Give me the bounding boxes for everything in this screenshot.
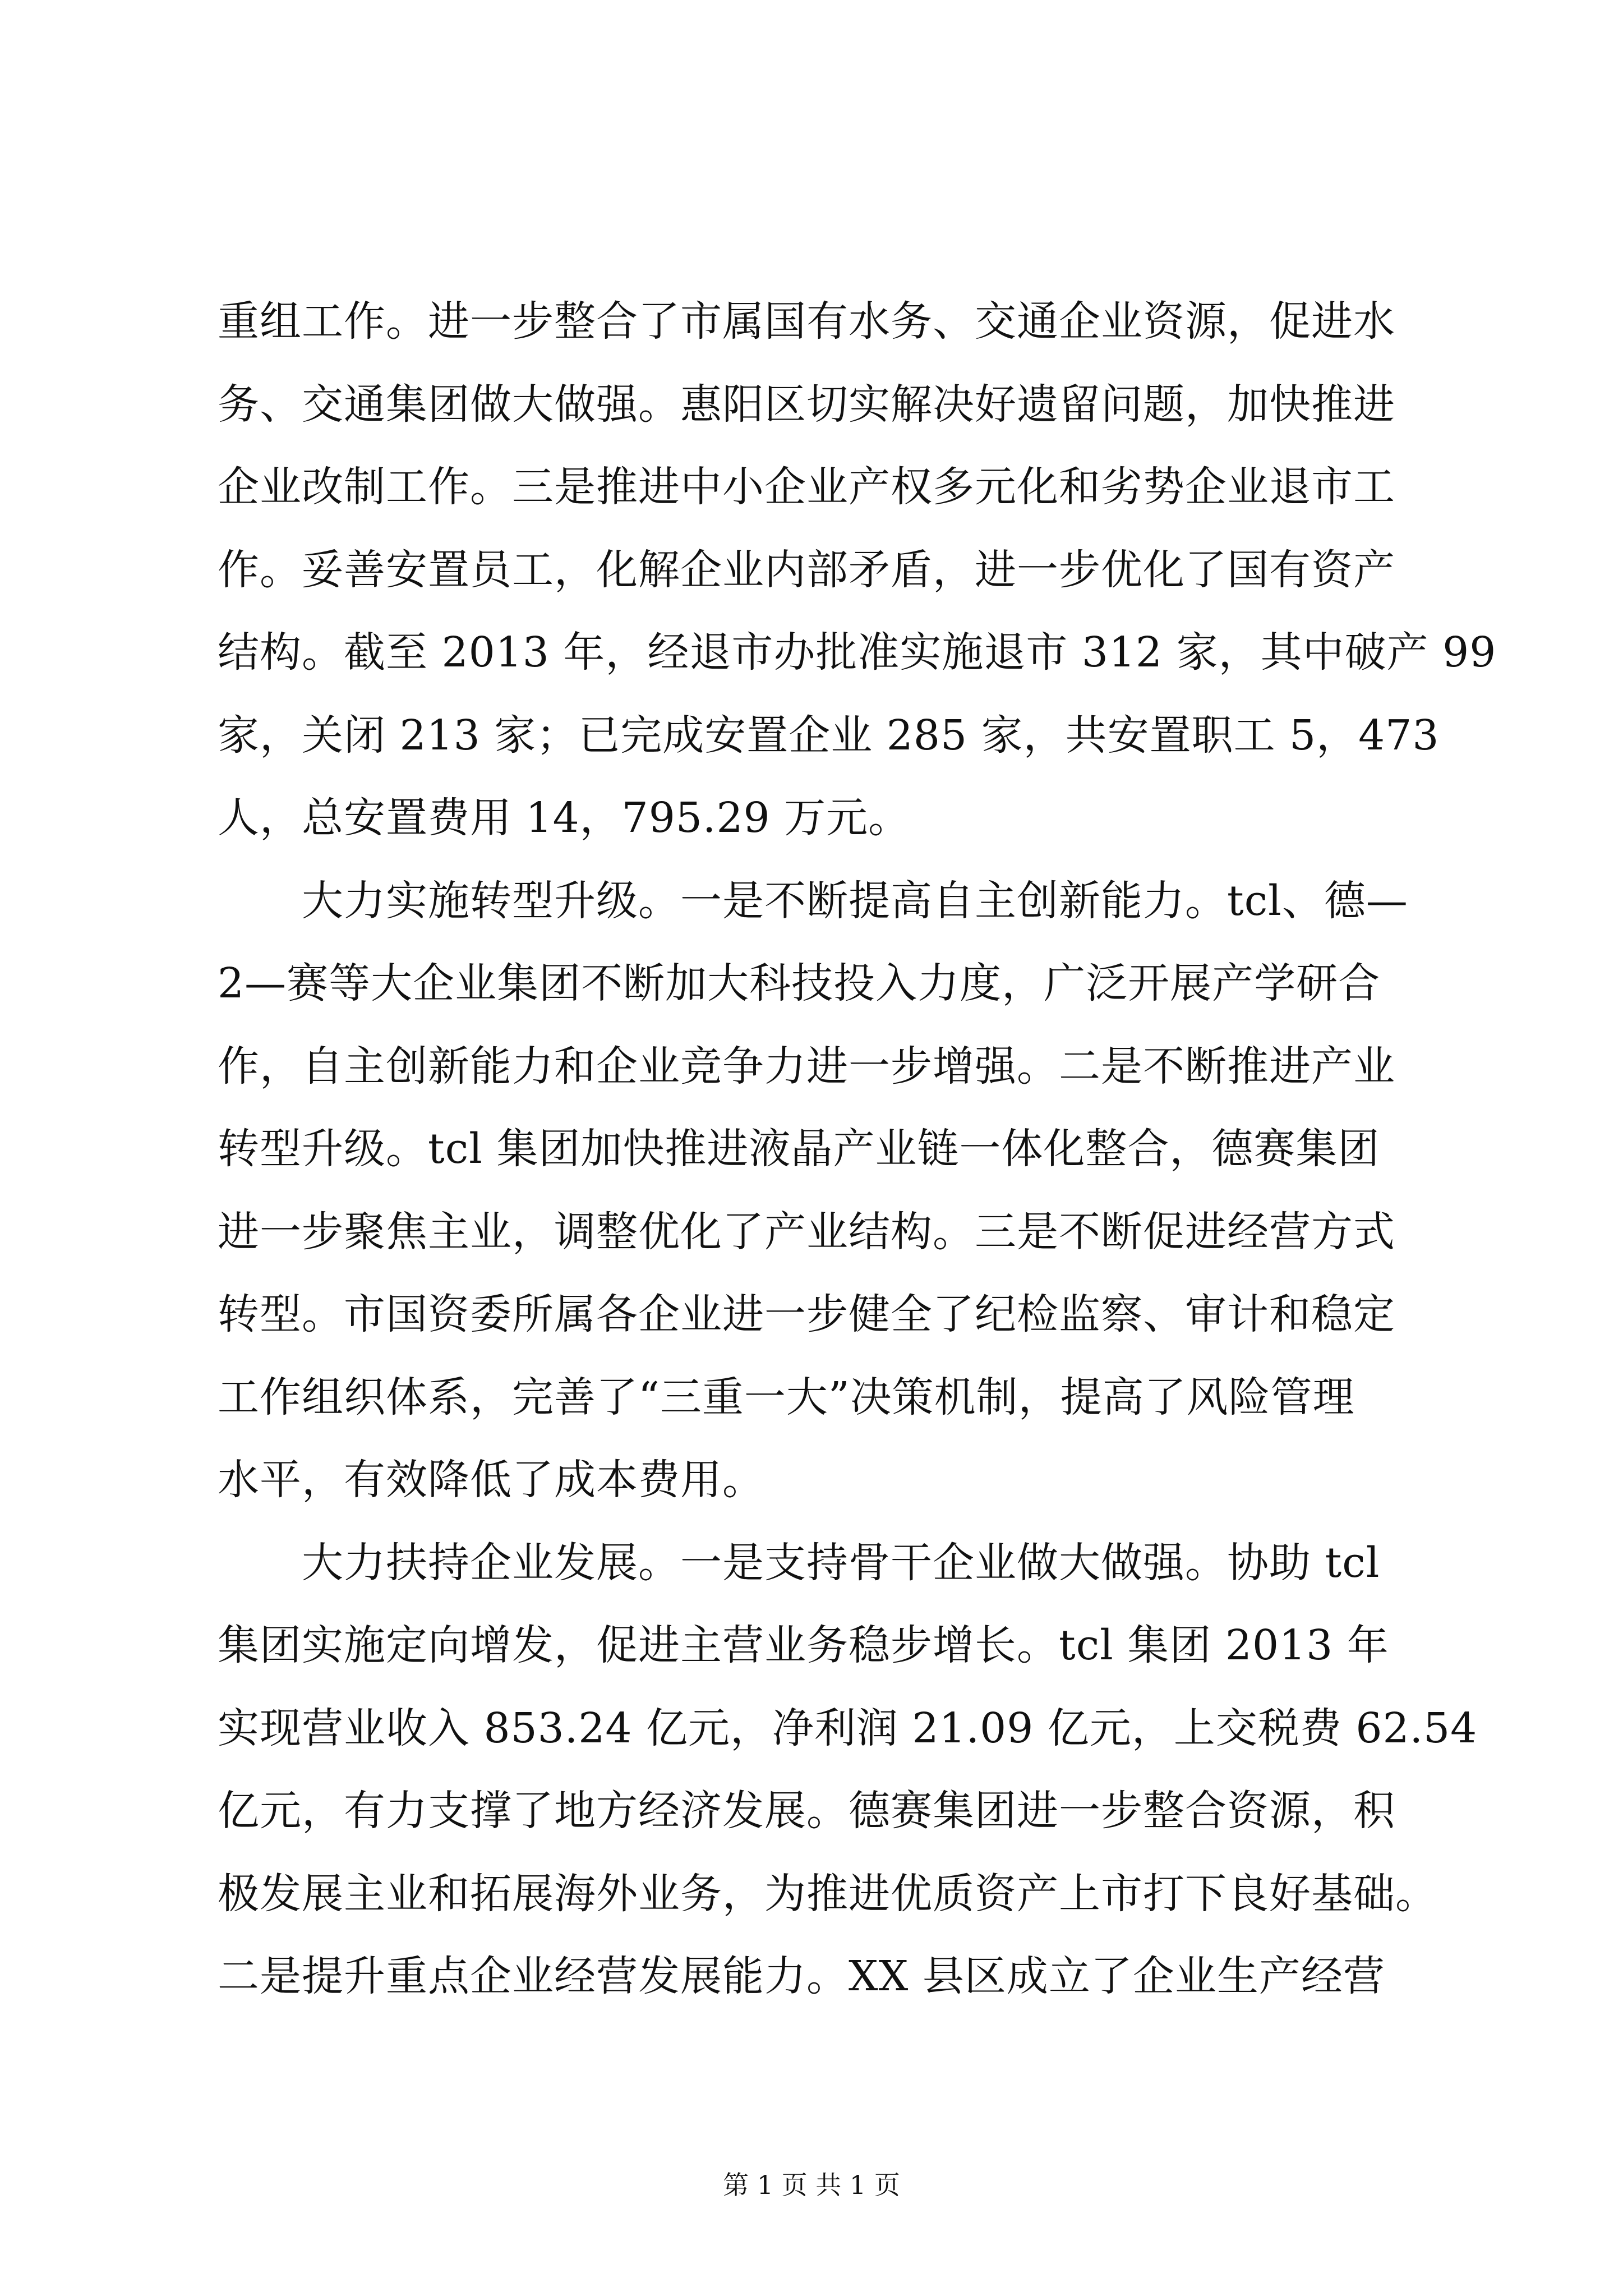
text-line: 转型。市国资委所属各企业进一步健全了纪检监察、审计和稳定	[218, 1290, 1395, 1338]
text-line: 亿元，有力支撑了地方经济发展。德赛集团进一步整合资源，积	[218, 1787, 1395, 1835]
text-line: 务、交通集团做大做强。惠阳区切实解决好遗留问题，加快推进	[218, 380, 1395, 429]
text-line: 集团实施定向增发，促进主营业务稳步增长。tcl 集团 2013 年	[218, 1621, 1389, 1669]
text-line: 企业改制工作。三是推进中小企业产权多元化和劣势企业退市工	[218, 463, 1395, 511]
text-line: 2—赛等大企业集团不断加大科技投入力度，广泛开展产学研合	[218, 959, 1381, 1007]
paragraph-start-line: 大力实施转型升级。一是不断提高自主创新能力。tcl、德—	[302, 876, 1408, 925]
text-line: 水平，有效降低了成本费用。	[218, 1456, 764, 1504]
text-line: 作，自主创新能力和企业竞争力进一步增强。二是不断推进产业	[218, 1042, 1395, 1091]
text-line: 结构。截至 2013 年，经退市办批准实施退市 312 家，其中破产 99	[218, 628, 1497, 677]
text-line: 工作组织体系，完善了“三重一大”决策机制，提高了风险管理	[218, 1373, 1355, 1421]
body-text	[218, 280, 1497, 2018]
text-line: 实现营业收入 853.24 亿元，净利润 21.09 亿元，上交税费 62.54	[218, 1704, 1478, 1752]
paragraph-start-line: 大力扶持企业发展。一是支持骨干企业做大做强。协助 tcl	[302, 1538, 1380, 1587]
text-line: 家，关闭 213 家；已完成安置企业 285 家，共安置职工 5，473	[218, 711, 1440, 760]
text-line: 极发展主业和拓展海外业务，为推进优质资产上市打下良好基础。	[218, 1869, 1437, 1918]
text-line: 转型升级。tcl 集团加快推进液晶产业链一体化整合，德赛集团	[218, 1125, 1380, 1173]
text-line: 二是提升重点企业经营发展能力。XX 县区成立了企业生产经营	[218, 1952, 1385, 2000]
text-line: 重组工作。进一步整合了市属国有水务、交通企业资源，促进水	[218, 297, 1395, 346]
text-line: 进一步聚焦主业，调整优化了产业结构。三是不断促进经营方式	[218, 1207, 1395, 1256]
text-line: 人，总安置费用 14，795.29 万元。	[218, 794, 911, 842]
text-line: 作。妥善安置员工，化解企业内部矛盾，进一步优化了国有资产	[218, 545, 1395, 594]
page-footer: 第 1 页 共 1 页	[723, 2170, 900, 2200]
